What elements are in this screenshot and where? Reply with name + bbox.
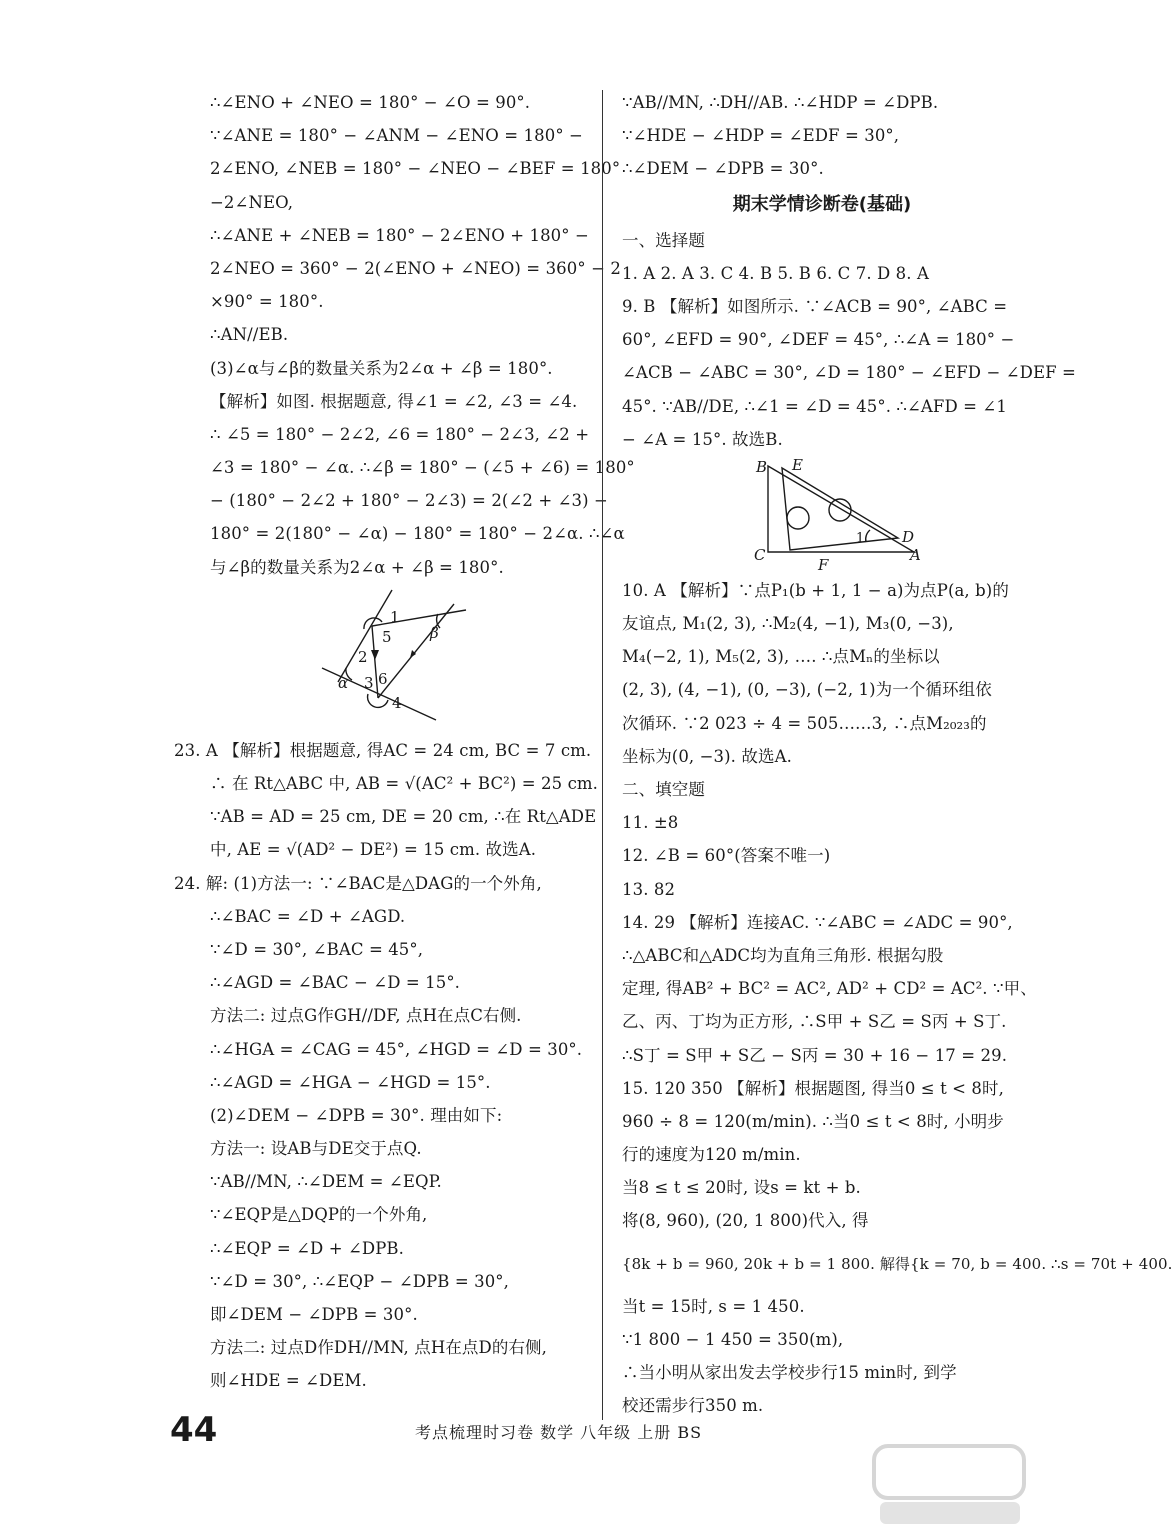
column-divider — [602, 90, 603, 1420]
reflection-diagram — [210, 584, 588, 734]
text-line: M₄(−2, 1), M₅(2, 3), …. ∴点Mₙ的坐标以 — [622, 647, 940, 667]
text-line: ∴∠BAC = ∠D + ∠AGD. — [210, 906, 406, 926]
right-column — [622, 86, 1173, 1422]
text-line: −2∠NEO, — [210, 192, 294, 212]
label-3: 3 — [364, 673, 374, 692]
section-heading: 一、选择题 — [622, 230, 705, 250]
text-line: 23. A 【解析】根据题意, 得AC = 24 cm, BC = 7 cm. — [174, 740, 592, 760]
label-C: C — [754, 545, 766, 564]
watermark-logo — [866, 1440, 1036, 1530]
label-alpha: α — [338, 673, 349, 692]
text-line: 校还需步行350 m. — [622, 1396, 764, 1416]
text-line: ∴当小明从家出发去学校步行15 min时, 到学 — [622, 1363, 957, 1382]
label-beta: β — [430, 623, 439, 642]
text-line: ∵1 800 − 1 450 = 350(m), — [622, 1329, 844, 1349]
section-heading: 二、填空题 — [622, 780, 705, 799]
figure-triangles — [622, 456, 1022, 574]
label-1: 1 — [390, 607, 400, 626]
equation-system: {8k + b = 960, 20k + b = 1 800. 解得{k = 70, b = 400. ∴s = 70t + 400. — [622, 1254, 1173, 1273]
label-E: E — [792, 455, 803, 474]
section-title: 期末学情诊断卷(基础) — [732, 193, 912, 215]
text-line: 次循环. ∵2 023 ÷ 4 = 505……3, ∴点M₂₀₂₃的 — [622, 713, 987, 733]
text-line: ∴ ∠5 = 180° − 2∠2, ∠6 = 180° − 2∠3, ∠2 + — [210, 424, 590, 444]
label-2: 2 — [358, 647, 368, 666]
text-line: 定理, 得AB² + BC² = AC², AD² + CD² = AC². ∵甲、 — [622, 979, 1037, 999]
text-line: ∴∠DEM − ∠DPB = 30°. — [622, 159, 824, 179]
label-D: D — [902, 527, 915, 546]
label-F: F — [818, 555, 829, 574]
angle-arc-1 — [866, 530, 870, 542]
text-line: ∵∠D = 30°, ∠BAC = 45°, — [210, 939, 424, 959]
text-line: 2∠NEO = 360° − 2(∠ENO + ∠NEO) = 360° − 2 — [210, 258, 621, 278]
text-line: 960 ÷ 8 = 120(m/min). ∴当0 ≤ t < 8时, 小明步 — [622, 1111, 1004, 1131]
label-A: A — [910, 545, 921, 564]
text-line: 当t = 15时, s = 1 450. — [622, 1296, 805, 1316]
text-line: 方法二: 过点D作DH//MN, 点H在点D的右侧, — [210, 1338, 547, 1358]
text-line: 12. ∠B = 60°(答案不唯一) — [622, 846, 831, 866]
text-line: 则∠HDE = ∠DEM. — [210, 1371, 367, 1391]
text-line: (3)∠α与∠β的数量关系为2∠α + ∠β = 180°. — [210, 358, 553, 378]
text-line: 即∠DEM − ∠DPB = 30°. — [210, 1305, 418, 1324]
text-line: 当8 ≤ t ≤ 20时, 设s = kt + b. — [622, 1178, 861, 1198]
text-line: ×90° = 180°. — [210, 292, 324, 312]
text-line: ∴S丁 = S甲 + S乙 − S丙 = 30 + 16 − 17 = 29. — [622, 1045, 1008, 1065]
text-line: 与∠β的数量关系为2∠α + ∠β = 180°. — [210, 557, 504, 577]
label-B: B — [756, 457, 768, 476]
text-line: (2, 3), (4, −1), (0, −3), (−2, 1)为一个循环组依 — [622, 680, 992, 700]
figure-reflection-angles — [210, 584, 588, 734]
text-line: 行的速度为120 m/min. — [622, 1145, 801, 1165]
text-line: 11. ±8 — [622, 813, 679, 833]
label-4: 4 — [392, 693, 402, 712]
text-line: 1. A 2. A 3. C 4. B 5. B 6. C 7. D 8. A — [622, 263, 929, 283]
text-line: ∴∠ANE + ∠NEB = 180° − 2∠ENO + 180° − — [210, 225, 589, 245]
text-line: 2∠ENO, ∠NEB = 180° − ∠NEO − ∠BEF = 180° — [210, 159, 621, 179]
text-line: (2)∠DEM − ∠DPB = 30°. 理由如下: — [210, 1105, 503, 1125]
text-line: ∵∠D = 30°, ∴∠EQP − ∠DPB = 30°, — [210, 1271, 510, 1291]
text-line: ∠ACB − ∠ABC = 30°, ∠D = 180° − ∠EFD − ∠DEF = — [622, 363, 1076, 383]
text-line: 坐标为(0, −3). 故选A. — [622, 746, 792, 766]
left-column — [174, 86, 635, 1398]
text-line: ∴∠ENO + ∠NEO = 180° − ∠O = 90°. — [210, 93, 531, 112]
label-5: 5 — [382, 627, 392, 646]
circle-hole-1 — [787, 507, 809, 529]
text-line: − ∠A = 15°. 故选B. — [622, 429, 783, 449]
text-line: − (180° − 2∠2 + 180° − 2∠3) = 2(∠2 + ∠3) − — [210, 491, 608, 511]
label-6: 6 — [378, 669, 388, 688]
book-info: 考点梳理时习卷 数学 八年级 上册 BS — [415, 1423, 703, 1442]
text-line: ∵∠ANE = 180° − ∠ANM − ∠ENO = 180° − — [210, 126, 583, 146]
text-line: ∵AB//MN, ∴∠DEM = ∠EQP. — [210, 1172, 442, 1192]
text-line: ∵∠EQP是△DQP的一个外角, — [210, 1205, 428, 1225]
text-line: ∴∠HGA = ∠CAG = 45°, ∠HGD = ∠D = 30°. — [210, 1039, 583, 1059]
label-angle-1: 1 — [856, 530, 865, 546]
text-line: ∴∠EQP = ∠D + ∠DPB. — [210, 1238, 405, 1258]
arrow-down — [371, 650, 379, 660]
page-number: 44 — [170, 1410, 218, 1450]
text-line: ∵AB//MN, ∴DH//AB. ∴∠HDP = ∠DPB. — [622, 93, 939, 112]
text-line: 乙、丙、丁均为正方形, ∴S甲 + S乙 = S丙 + S丁. — [622, 1012, 1007, 1032]
watermark-icon — [866, 1440, 1036, 1530]
text-line: ∴△ABC和△ADC均为直角三角形. 根据勾股 — [622, 945, 944, 965]
text-line: 10. A 【解析】∵点P₁(b + 1, 1 − a)为点P(a, b)的 — [622, 580, 1009, 600]
text-line: 中, AE = √(AD² − DE²) = 15 cm. 故选A. — [210, 840, 537, 860]
text-line: 方法一: 设AB与DE交于点Q. — [210, 1139, 422, 1159]
text-line: ∴ 在 Rt△ABC 中, AB = √(AC² + BC²) = 25 cm. — [210, 774, 599, 793]
text-line: ∵AB = AD = 25 cm, DE = 20 cm, ∴在 Rt△ADE — [210, 807, 597, 827]
text-line: 15. 120 350 【解析】根据题图, 得当0 ≤ t < 8时, — [622, 1078, 1004, 1098]
text-line: 9. B 【解析】如图所示. ∵∠ACB = 90°, ∠ABC = — [622, 296, 1008, 316]
text-line: 45°. ∵AB//DE, ∴∠1 = ∠D = 45°. ∴∠AFD = ∠1 — [622, 396, 1007, 416]
triangle-diagram — [622, 456, 1022, 574]
text-line: 【解析】如图. 根据题意, 得∠1 = ∠2, ∠3 = ∠4. — [210, 391, 578, 411]
text-line: 13. 82 — [622, 879, 676, 899]
text-line: 14. 29 【解析】连接AC. ∵∠ABC = ∠ADC = 90°, — [622, 912, 1013, 932]
text-line: ∴AN//EB. — [210, 325, 289, 345]
text-line: ∴∠AGD = ∠BAC − ∠D = 15°. — [210, 973, 461, 993]
text-line: 方法二: 过点G作GH//DF, 点H在点C右侧. — [210, 1006, 522, 1026]
text-line: ∴∠AGD = ∠HGA − ∠HGD = 15°. — [210, 1072, 491, 1092]
text-line: 友谊点, M₁(2, 3), ∴M₂(4, −1), M₃(0, −3), — [622, 614, 954, 634]
text-line: ∵∠HDE − ∠HDP = ∠EDF = 30°, — [622, 126, 900, 146]
ray-segment-1 — [372, 607, 466, 626]
text-line: 60°, ∠EFD = 90°, ∠DEF = 45°, ∴∠A = 180° − — [622, 330, 1015, 350]
text-line: 180° = 2(180° − ∠α) − 180° = 180° − 2∠α. ∴∠α — [210, 524, 625, 544]
text-line: 24. 解: (1)方法一: ∵∠BAC是△DAG的一个外角, — [174, 873, 542, 893]
text-line: ∠3 = 180° − ∠α. ∴∠β = 180° − (∠5 + ∠6) = 180° — [210, 458, 635, 478]
text-line: 将(8, 960), (20, 1 800)代入, 得 — [622, 1211, 869, 1231]
